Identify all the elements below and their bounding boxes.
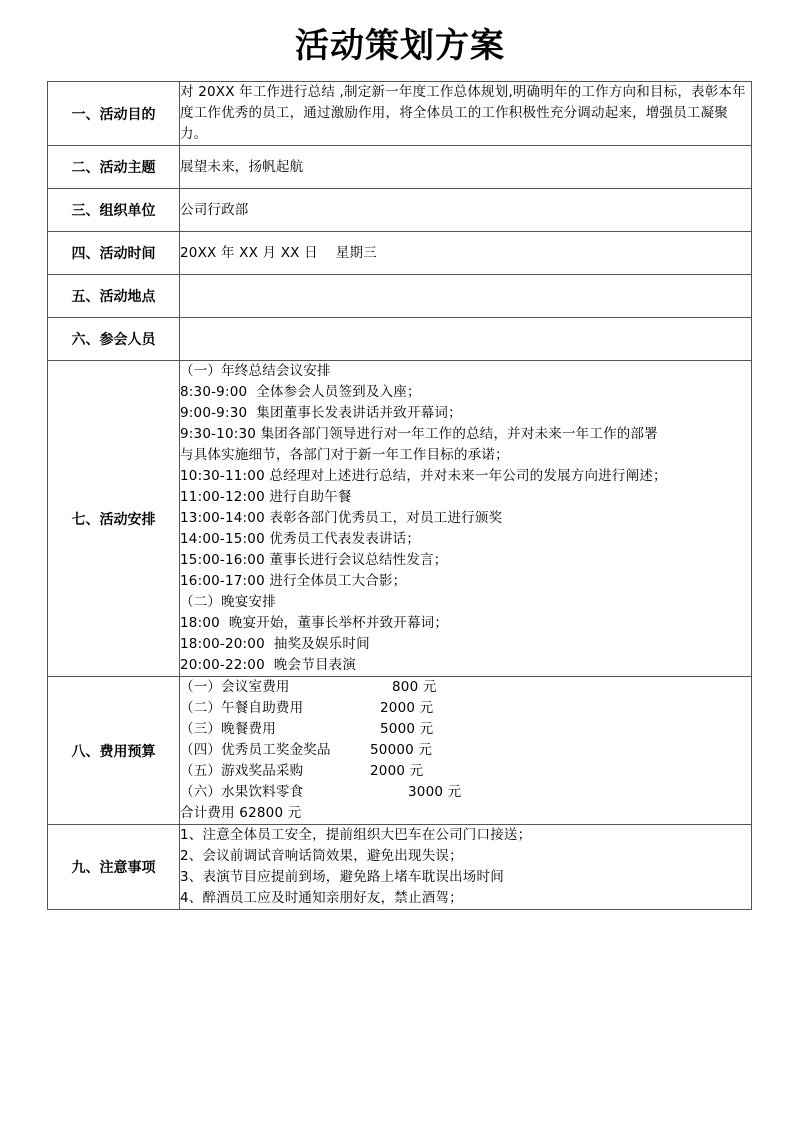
plan-table — [47, 81, 752, 910]
location-label: 五、活动地点 — [48, 275, 180, 318]
attendees-label: 六、参会人员 — [48, 318, 180, 361]
purpose-text: 对 20XX 年工作进行总结 ,制定新一年度工作总体规划,明确明年的工作方向和目标，表彰本年度工作优秀的员工，通过激励作用，将全体员工的工作积极性充分调动起来，增强员工凝聚力。 — [180, 82, 752, 146]
budget-label: 八、费用预算 — [48, 677, 180, 825]
schedule-line: 18:00 晚宴开始，董事长举杯并致开幕词； — [180, 615, 449, 631]
budget-item-name: （五）游戏奖品采购 — [180, 763, 304, 779]
organizer-text: 公司行政部 — [180, 189, 752, 232]
schedule-line: 15:00-16:00 董事长进行会议总结性发言； — [180, 552, 448, 568]
budget-item — [180, 677, 751, 698]
budget-item-name: （一）会议室费用 — [180, 679, 290, 695]
schedule-content — [180, 361, 752, 677]
budget-item — [180, 719, 751, 740]
notes-content — [180, 825, 752, 910]
notes-line: 2、会议前调试音响话筒效果，避免出现失误； — [180, 848, 463, 864]
page-title: 活动策划方案 — [295, 26, 505, 66]
schedule-line: 10:30-11:00 总经理对上述进行总结，并对未来一年公司的发展方向进行阐述； — [180, 468, 667, 484]
schedule-line: 13:00-14:00 表彰各部门优秀员工，对员工进行颁奖 — [180, 510, 503, 526]
budget-item-name: （三）晚餐费用 — [180, 721, 276, 737]
table-row-location — [48, 275, 752, 318]
schedule-line: 11:00-12:00 进行自助午餐 — [180, 489, 352, 505]
budget-item — [180, 698, 751, 719]
notes-label: 九、注意事项 — [48, 825, 180, 910]
schedule-line: （二）晚宴安排 — [180, 594, 276, 610]
schedule-line: 14:00-15:00 优秀员工代表发表讲话； — [180, 531, 421, 547]
schedule-line: 与具体实施细节，各部门对于新一年工作目标的承诺； — [180, 447, 509, 463]
notes-line: 4、醉酒员工应及时通知亲朋好友，禁止酒驾； — [180, 890, 463, 906]
table-row-time — [48, 232, 752, 275]
budget-item-name: （四）优秀员工奖金奖品 — [180, 742, 331, 758]
purpose-label: 一、活动目的 — [48, 82, 180, 146]
schedule-line: 9:30-10:30 集团各部门领导进行对一年工作的总结，并对未来一年工作的部署 — [180, 426, 658, 442]
schedule-line: （一）年终总结会议安排 — [180, 363, 331, 379]
budget-item-amount: 50000 元 — [370, 742, 433, 758]
schedule-line: 18:00-20:00 抽奖及娱乐时间 — [180, 636, 370, 652]
theme-text: 展望未来，扬帆起航 — [180, 146, 752, 189]
schedule-label: 七、活动安排 — [48, 361, 180, 677]
table-row-budget — [48, 677, 752, 825]
attendees-text — [180, 318, 752, 361]
budget-item-amount: 3000 元 — [408, 784, 462, 800]
table-row-notes — [48, 825, 752, 910]
budget-item-amount: 2000 元 — [370, 763, 424, 779]
schedule-line: 9:00-9:30 集团董事长发表讲话并致开幕词； — [180, 405, 462, 421]
notes-line: 1、注意全体员工安全，提前组织大巴车在公司门口接送； — [180, 827, 532, 843]
schedule-line: 16:00-17:00 进行全体员工大合影； — [180, 573, 407, 589]
budget-item — [180, 761, 751, 782]
budget-item — [180, 782, 751, 803]
organizer-label: 三、组织单位 — [48, 189, 180, 232]
budget-item-name: （二）午餐自助费用 — [180, 700, 304, 716]
location-text — [180, 275, 752, 318]
table-row-attendees — [48, 318, 752, 361]
budget-content — [180, 677, 752, 825]
notes-line: 3、表演节目应提前到场，避免路上堵车耽误出场时间 — [180, 869, 504, 885]
time-text: 20XX 年 XX 月 XX 日 星期三 — [180, 232, 752, 275]
budget-item — [180, 740, 751, 761]
budget-item-amount: 5000 元 — [380, 721, 434, 737]
table-row-theme — [48, 146, 752, 189]
schedule-line: 20:00-22:00 晚会节目表演 — [180, 657, 357, 673]
budget-item-amount: 2000 元 — [380, 700, 434, 716]
budget-item-name: （六）水果饮料零食 — [180, 784, 304, 800]
table-row-schedule — [48, 361, 752, 677]
budget-total: 合计费用 62800 元 — [180, 805, 302, 821]
budget-item-amount: 800 元 — [392, 679, 437, 695]
schedule-line: 8:30-9:00 全体参会人员签到及入座； — [180, 384, 421, 400]
theme-label: 二、活动主题 — [48, 146, 180, 189]
table-row-organizer — [48, 189, 752, 232]
time-label: 四、活动时间 — [48, 232, 180, 275]
table-row-purpose — [48, 82, 752, 146]
